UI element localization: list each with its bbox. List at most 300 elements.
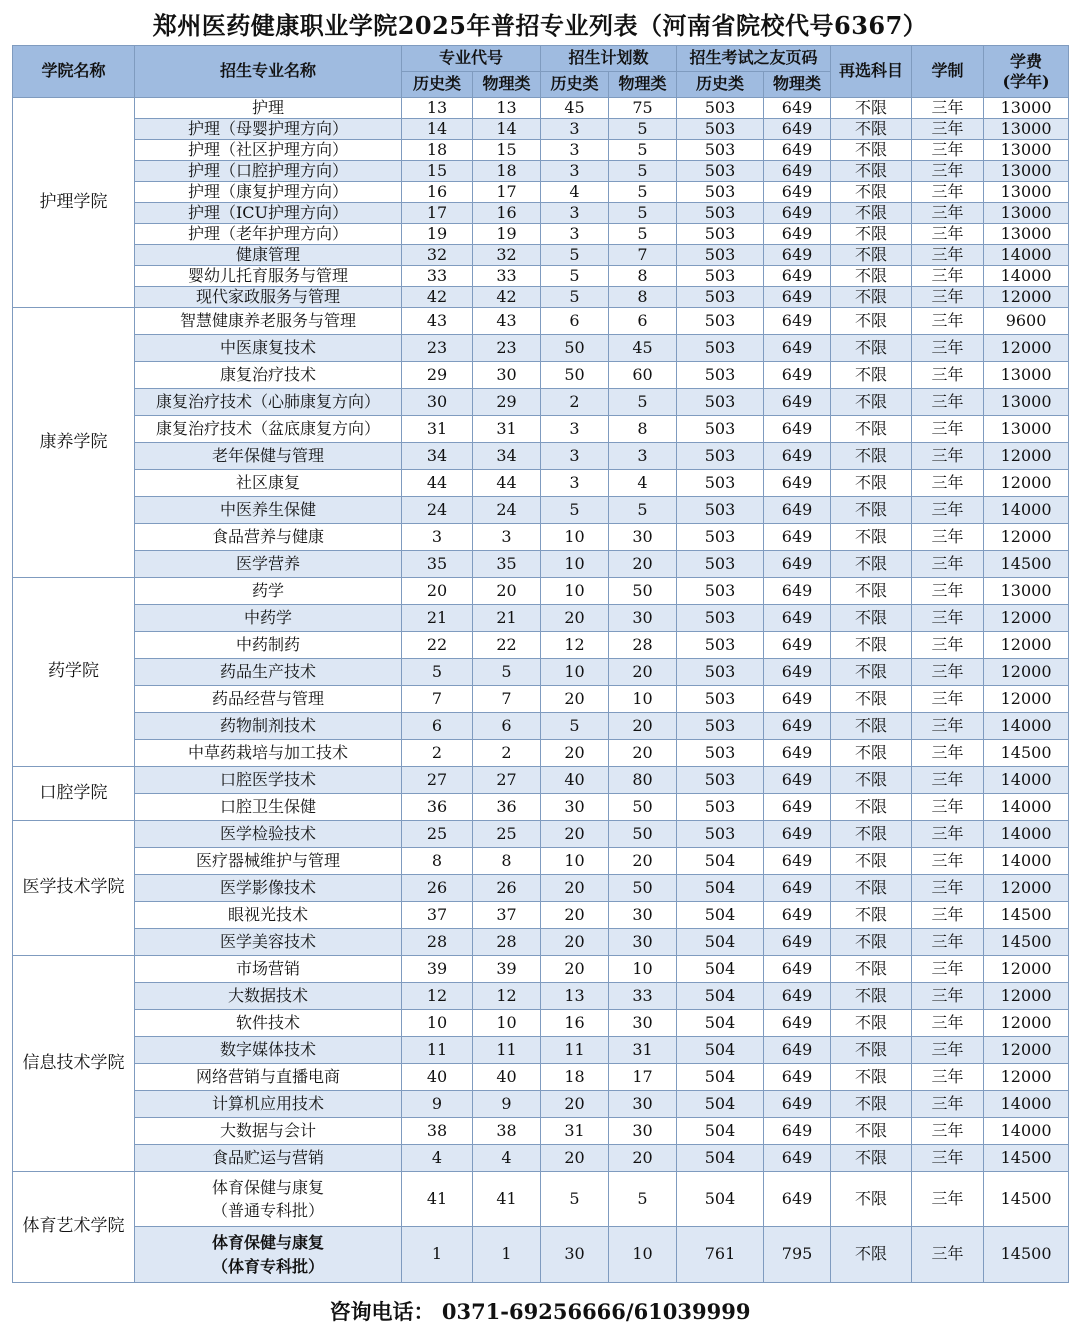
major-name: 现代家政服务与管理 — [135, 287, 402, 308]
page-history-cell: 503 — [677, 416, 764, 443]
page-history-cell: 503 — [677, 224, 764, 245]
plan-physics-cell: 30 — [609, 1118, 677, 1145]
fee-cell: 14000 — [984, 848, 1069, 875]
code-physics-cell: 22 — [473, 632, 541, 659]
plan-physics-cell: 5 — [609, 140, 677, 161]
header-fee-line1: 学费 — [1010, 51, 1043, 71]
plan-history-cell: 20 — [541, 902, 609, 929]
table-row — [13, 578, 1069, 605]
code-history-cell: 1 — [402, 1227, 473, 1283]
fee-cell: 13000 — [984, 416, 1069, 443]
code-physics-cell: 16 — [473, 203, 541, 224]
page-history-cell: 504 — [677, 848, 764, 875]
table-row — [13, 308, 1069, 335]
duration-cell: 三年 — [912, 416, 984, 443]
table-row — [13, 1227, 1069, 1283]
page-physics-cell: 649 — [764, 335, 831, 362]
page-physics-cell: 649 — [764, 470, 831, 497]
page-physics-cell: 649 — [764, 1145, 831, 1172]
fee-cell: 13000 — [984, 140, 1069, 161]
code-history-cell: 36 — [402, 794, 473, 821]
table-row — [13, 497, 1069, 524]
table-row — [13, 1118, 1069, 1145]
plan-history-cell: 3 — [541, 443, 609, 470]
plan-history-cell: 20 — [541, 875, 609, 902]
page-history-cell: 503 — [677, 389, 764, 416]
page-physics-cell: 649 — [764, 956, 831, 983]
table-row — [13, 443, 1069, 470]
major-name: 医学美容技术 — [135, 929, 402, 956]
page-physics-cell: 649 — [764, 362, 831, 389]
code-physics-cell: 38 — [473, 1118, 541, 1145]
header-major: 招生专业名称 — [135, 46, 402, 98]
page-physics-cell: 649 — [764, 98, 831, 119]
reselect-cell: 不限 — [831, 203, 912, 224]
page-physics-cell: 649 — [764, 659, 831, 686]
page-history-cell: 503 — [677, 794, 764, 821]
duration-cell: 三年 — [912, 686, 984, 713]
plan-physics-cell: 6 — [609, 308, 677, 335]
table-header — [13, 46, 1069, 98]
plan-history-cell: 45 — [541, 98, 609, 119]
page-history-cell: 504 — [677, 875, 764, 902]
duration-cell: 三年 — [912, 767, 984, 794]
table-row — [13, 686, 1069, 713]
table-row — [13, 875, 1069, 902]
major-name: 护理（康复护理方向） — [135, 182, 402, 203]
reselect-cell: 不限 — [831, 224, 912, 245]
code-history-cell: 15 — [402, 161, 473, 182]
code-history-cell: 24 — [402, 497, 473, 524]
page-physics-cell: 649 — [764, 245, 831, 266]
code-history-cell: 44 — [402, 470, 473, 497]
code-history-cell: 30 — [402, 389, 473, 416]
reselect-cell: 不限 — [831, 1172, 912, 1227]
duration-cell: 三年 — [912, 335, 984, 362]
plan-history-cell: 3 — [541, 224, 609, 245]
major-name: 数字媒体技术 — [135, 1037, 402, 1064]
plan-history-cell: 30 — [541, 1227, 609, 1283]
table-row — [13, 1037, 1069, 1064]
page-physics-cell: 649 — [764, 632, 831, 659]
code-history-cell: 3 — [402, 524, 473, 551]
header-plan-history: 历史类 — [541, 72, 609, 98]
reselect-cell: 不限 — [831, 1118, 912, 1145]
header-plan-physics: 物理类 — [609, 72, 677, 98]
major-name: 网络营销与直播电商 — [135, 1064, 402, 1091]
college-name: 医学技术学院 — [13, 821, 135, 956]
major-name: 中药制药 — [135, 632, 402, 659]
code-history-cell: 6 — [402, 713, 473, 740]
plan-physics-cell: 20 — [609, 740, 677, 767]
plan-history-cell: 3 — [541, 470, 609, 497]
fee-cell: 13000 — [984, 119, 1069, 140]
duration-cell: 三年 — [912, 443, 984, 470]
fee-cell: 13000 — [984, 182, 1069, 203]
duration-cell: 三年 — [912, 140, 984, 161]
consult-phone: 咨询电话： 0371-69256666/61039999 — [329, 1299, 751, 1324]
code-history-cell: 38 — [402, 1118, 473, 1145]
reselect-cell: 不限 — [831, 794, 912, 821]
page-history-cell: 503 — [677, 740, 764, 767]
page-physics-cell: 649 — [764, 389, 831, 416]
table-row — [13, 119, 1069, 140]
header-plan: 招生计划数 — [541, 46, 677, 72]
reselect-cell: 不限 — [831, 1037, 912, 1064]
reselect-cell: 不限 — [831, 335, 912, 362]
code-physics-cell: 15 — [473, 140, 541, 161]
table-row — [13, 182, 1069, 203]
table-row — [13, 983, 1069, 1010]
plan-history-cell: 6 — [541, 308, 609, 335]
page-history-cell: 503 — [677, 443, 764, 470]
page-physics-cell: 649 — [764, 266, 831, 287]
fee-cell: 14000 — [984, 266, 1069, 287]
code-physics-cell: 6 — [473, 713, 541, 740]
plan-history-cell: 31 — [541, 1118, 609, 1145]
duration-cell: 三年 — [912, 794, 984, 821]
plan-history-cell: 20 — [541, 605, 609, 632]
code-history-cell: 29 — [402, 362, 473, 389]
code-physics-cell: 12 — [473, 983, 541, 1010]
major-name: 老年保健与管理 — [135, 443, 402, 470]
code-physics-cell: 1 — [473, 1227, 541, 1283]
page-physics-cell: 649 — [764, 524, 831, 551]
duration-cell: 三年 — [912, 266, 984, 287]
reselect-cell: 不限 — [831, 362, 912, 389]
plan-history-cell: 5 — [541, 1172, 609, 1227]
plan-physics-cell: 5 — [609, 1172, 677, 1227]
plan-history-cell: 30 — [541, 794, 609, 821]
page-physics-cell: 649 — [764, 1037, 831, 1064]
reselect-cell: 不限 — [831, 713, 912, 740]
page-history-cell: 504 — [677, 1037, 764, 1064]
college-name: 康养学院 — [13, 308, 135, 578]
page-history-cell: 503 — [677, 266, 764, 287]
duration-cell: 三年 — [912, 821, 984, 848]
table-row — [13, 632, 1069, 659]
reselect-cell: 不限 — [831, 1091, 912, 1118]
table-row — [13, 740, 1069, 767]
plan-history-cell: 20 — [541, 929, 609, 956]
plan-physics-cell: 75 — [609, 98, 677, 119]
table-row — [13, 767, 1069, 794]
code-physics-cell: 9 — [473, 1091, 541, 1118]
reselect-cell: 不限 — [831, 524, 912, 551]
code-history-cell: 18 — [402, 140, 473, 161]
plan-history-cell: 16 — [541, 1010, 609, 1037]
page-physics-cell: 649 — [764, 1118, 831, 1145]
fee-cell: 12000 — [984, 875, 1069, 902]
fee-cell: 14500 — [984, 740, 1069, 767]
plan-physics-cell: 30 — [609, 1010, 677, 1037]
table-row — [13, 335, 1069, 362]
fee-cell: 12000 — [984, 659, 1069, 686]
page-history-cell: 503 — [677, 524, 764, 551]
code-physics-cell: 37 — [473, 902, 541, 929]
code-history-cell: 14 — [402, 119, 473, 140]
fee-cell: 13000 — [984, 389, 1069, 416]
duration-cell: 三年 — [912, 161, 984, 182]
header-fee-line2: (学年) — [1002, 71, 1050, 91]
header-page: 招生考试之友页码 — [677, 46, 831, 72]
page-history-cell: 504 — [677, 1145, 764, 1172]
table-row — [13, 929, 1069, 956]
fee-cell: 14000 — [984, 821, 1069, 848]
fee-cell: 13000 — [984, 203, 1069, 224]
code-physics-cell: 23 — [473, 335, 541, 362]
major-name: 护理（ICU护理方向） — [135, 203, 402, 224]
major-name-line2: （普通专科批） — [211, 1201, 324, 1220]
plan-physics-cell: 33 — [609, 983, 677, 1010]
page-physics-cell: 649 — [764, 686, 831, 713]
fee-cell: 12000 — [984, 524, 1069, 551]
duration-cell: 三年 — [912, 308, 984, 335]
page-physics-cell: 649 — [764, 902, 831, 929]
header-duration: 学制 — [912, 46, 984, 98]
fee-cell: 14000 — [984, 1118, 1069, 1145]
code-history-cell: 32 — [402, 245, 473, 266]
major-name: 医学营养 — [135, 551, 402, 578]
page-history-cell: 504 — [677, 1118, 764, 1145]
major-name-line2: （体育专科批） — [211, 1256, 324, 1276]
page-history-cell: 503 — [677, 578, 764, 605]
code-history-cell: 41 — [402, 1172, 473, 1227]
code-history-cell: 5 — [402, 659, 473, 686]
code-history-cell: 40 — [402, 1064, 473, 1091]
page-history-cell: 504 — [677, 1091, 764, 1118]
code-history-cell: 12 — [402, 983, 473, 1010]
reselect-cell: 不限 — [831, 1064, 912, 1091]
plan-physics-cell: 50 — [609, 578, 677, 605]
major-name: 中医养生保健 — [135, 497, 402, 524]
fee-cell: 14500 — [984, 1172, 1069, 1227]
major-name: 康复治疗技术（盆底康复方向） — [135, 416, 402, 443]
page-history-cell: 504 — [677, 983, 764, 1010]
page-history-cell: 504 — [677, 1172, 764, 1227]
code-history-cell: 27 — [402, 767, 473, 794]
code-physics-cell: 40 — [473, 1064, 541, 1091]
major-name: 市场营销 — [135, 956, 402, 983]
page-physics-cell: 649 — [764, 161, 831, 182]
plan-physics-cell: 8 — [609, 266, 677, 287]
plan-physics-cell: 3 — [609, 443, 677, 470]
fee-cell: 12000 — [984, 1064, 1069, 1091]
header-college: 学院名称 — [13, 46, 135, 98]
page-history-cell: 503 — [677, 245, 764, 266]
table-row — [13, 821, 1069, 848]
plan-history-cell: 2 — [541, 389, 609, 416]
reselect-cell: 不限 — [831, 443, 912, 470]
code-history-cell: 33 — [402, 266, 473, 287]
duration-cell: 三年 — [912, 1172, 984, 1227]
plan-physics-cell: 8 — [609, 287, 677, 308]
plan-physics-cell: 31 — [609, 1037, 677, 1064]
code-history-cell: 2 — [402, 740, 473, 767]
fee-cell: 13000 — [984, 578, 1069, 605]
table-row — [13, 1145, 1069, 1172]
duration-cell: 三年 — [912, 605, 984, 632]
table-row — [13, 266, 1069, 287]
code-physics-cell: 3 — [473, 524, 541, 551]
major-name: 中医康复技术 — [135, 335, 402, 362]
plan-history-cell: 50 — [541, 362, 609, 389]
plan-physics-cell: 50 — [609, 875, 677, 902]
page-physics-cell: 649 — [764, 1010, 831, 1037]
reselect-cell: 不限 — [831, 605, 912, 632]
reselect-cell: 不限 — [831, 929, 912, 956]
page-physics-cell: 649 — [764, 821, 831, 848]
duration-cell: 三年 — [912, 182, 984, 203]
duration-cell: 三年 — [912, 1145, 984, 1172]
code-physics-cell: 11 — [473, 1037, 541, 1064]
code-physics-cell: 34 — [473, 443, 541, 470]
fee-cell: 13000 — [984, 98, 1069, 119]
reselect-cell: 不限 — [831, 875, 912, 902]
major-name: 中草药栽培与加工技术 — [135, 740, 402, 767]
table-row — [13, 524, 1069, 551]
reselect-cell: 不限 — [831, 767, 912, 794]
page-physics-cell: 649 — [764, 929, 831, 956]
code-history-cell: 19 — [402, 224, 473, 245]
code-physics-cell: 27 — [473, 767, 541, 794]
table-row — [13, 1091, 1069, 1118]
major-name: 护理 — [135, 98, 402, 119]
code-history-cell: 28 — [402, 929, 473, 956]
reselect-cell: 不限 — [831, 1010, 912, 1037]
fee-cell: 14000 — [984, 767, 1069, 794]
major-name — [135, 1172, 402, 1227]
page-physics-cell: 649 — [764, 182, 831, 203]
major-name: 计算机应用技术 — [135, 1091, 402, 1118]
duration-cell: 三年 — [912, 983, 984, 1010]
code-physics-cell: 14 — [473, 119, 541, 140]
code-history-cell: 13 — [402, 98, 473, 119]
fee-cell: 12000 — [984, 605, 1069, 632]
page-physics-cell: 649 — [764, 605, 831, 632]
header-code: 专业代号 — [402, 46, 541, 72]
code-history-cell: 39 — [402, 956, 473, 983]
plan-history-cell: 3 — [541, 140, 609, 161]
reselect-cell: 不限 — [831, 740, 912, 767]
code-physics-cell: 10 — [473, 1010, 541, 1037]
duration-cell: 三年 — [912, 470, 984, 497]
duration-cell: 三年 — [912, 1091, 984, 1118]
code-history-cell: 23 — [402, 335, 473, 362]
reselect-cell: 不限 — [831, 983, 912, 1010]
table-row — [13, 551, 1069, 578]
page-history-cell: 503 — [677, 362, 764, 389]
code-physics-cell: 13 — [473, 98, 541, 119]
code-history-cell: 9 — [402, 1091, 473, 1118]
page-physics-cell: 649 — [764, 983, 831, 1010]
plan-physics-cell: 20 — [609, 659, 677, 686]
fee-cell: 14000 — [984, 794, 1069, 821]
code-physics-cell: 20 — [473, 578, 541, 605]
major-name: 口腔医学技术 — [135, 767, 402, 794]
reselect-cell: 不限 — [831, 308, 912, 335]
page-physics-cell: 649 — [764, 119, 831, 140]
fee-cell: 12000 — [984, 956, 1069, 983]
duration-cell: 三年 — [912, 203, 984, 224]
table-row — [13, 1064, 1069, 1091]
plan-history-cell: 3 — [541, 203, 609, 224]
header-code-history: 历史类 — [402, 72, 473, 98]
table-row — [13, 140, 1069, 161]
major-name: 医疗器械维护与管理 — [135, 848, 402, 875]
page-physics-cell: 649 — [764, 1091, 831, 1118]
major-name: 婴幼儿托育服务与管理 — [135, 266, 402, 287]
plan-history-cell: 20 — [541, 821, 609, 848]
table-row — [13, 1172, 1069, 1227]
fee-cell: 12000 — [984, 983, 1069, 1010]
duration-cell: 三年 — [912, 389, 984, 416]
major-name: 食品营养与健康 — [135, 524, 402, 551]
code-history-cell: 34 — [402, 443, 473, 470]
duration-cell: 三年 — [912, 659, 984, 686]
table-row — [13, 956, 1069, 983]
page-history-cell: 504 — [677, 902, 764, 929]
duration-cell: 三年 — [912, 119, 984, 140]
code-history-cell: 7 — [402, 686, 473, 713]
code-physics-cell: 32 — [473, 245, 541, 266]
fee-cell: 12000 — [984, 287, 1069, 308]
code-physics-cell: 25 — [473, 821, 541, 848]
duration-cell: 三年 — [912, 287, 984, 308]
code-physics-cell: 19 — [473, 224, 541, 245]
page-physics-cell: 649 — [764, 416, 831, 443]
plan-physics-cell: 20 — [609, 1145, 677, 1172]
plan-physics-cell: 5 — [609, 182, 677, 203]
plan-physics-cell: 30 — [609, 605, 677, 632]
page-physics-cell: 649 — [764, 578, 831, 605]
reselect-cell: 不限 — [831, 902, 912, 929]
plan-history-cell: 3 — [541, 119, 609, 140]
header-code-physics: 物理类 — [473, 72, 541, 98]
plan-history-cell: 3 — [541, 161, 609, 182]
code-history-cell: 17 — [402, 203, 473, 224]
fee-cell: 14000 — [984, 1091, 1069, 1118]
fee-cell: 12000 — [984, 443, 1069, 470]
reselect-cell: 不限 — [831, 470, 912, 497]
code-history-cell: 42 — [402, 287, 473, 308]
major-name-line1: 体育保健与康复 — [211, 1233, 324, 1253]
table-row — [13, 605, 1069, 632]
plan-physics-cell: 5 — [609, 389, 677, 416]
page-physics-cell: 649 — [764, 794, 831, 821]
reselect-cell: 不限 — [831, 389, 912, 416]
page-history-cell: 503 — [677, 551, 764, 578]
plan-history-cell: 20 — [541, 686, 609, 713]
code-physics-cell: 18 — [473, 161, 541, 182]
duration-cell: 三年 — [912, 245, 984, 266]
page-history-cell: 503 — [677, 686, 764, 713]
page-history-cell: 503 — [677, 659, 764, 686]
code-physics-cell: 44 — [473, 470, 541, 497]
code-history-cell: 25 — [402, 821, 473, 848]
table-row — [13, 161, 1069, 182]
page-history-cell: 504 — [677, 956, 764, 983]
duration-cell: 三年 — [912, 632, 984, 659]
page-physics-cell: 649 — [764, 203, 831, 224]
code-history-cell: 20 — [402, 578, 473, 605]
page-history-cell: 503 — [677, 98, 764, 119]
plan-physics-cell: 20 — [609, 713, 677, 740]
plan-history-cell: 20 — [541, 740, 609, 767]
major-name: 口腔卫生保健 — [135, 794, 402, 821]
major-name: 软件技术 — [135, 1010, 402, 1037]
majors-table — [12, 45, 1069, 1283]
